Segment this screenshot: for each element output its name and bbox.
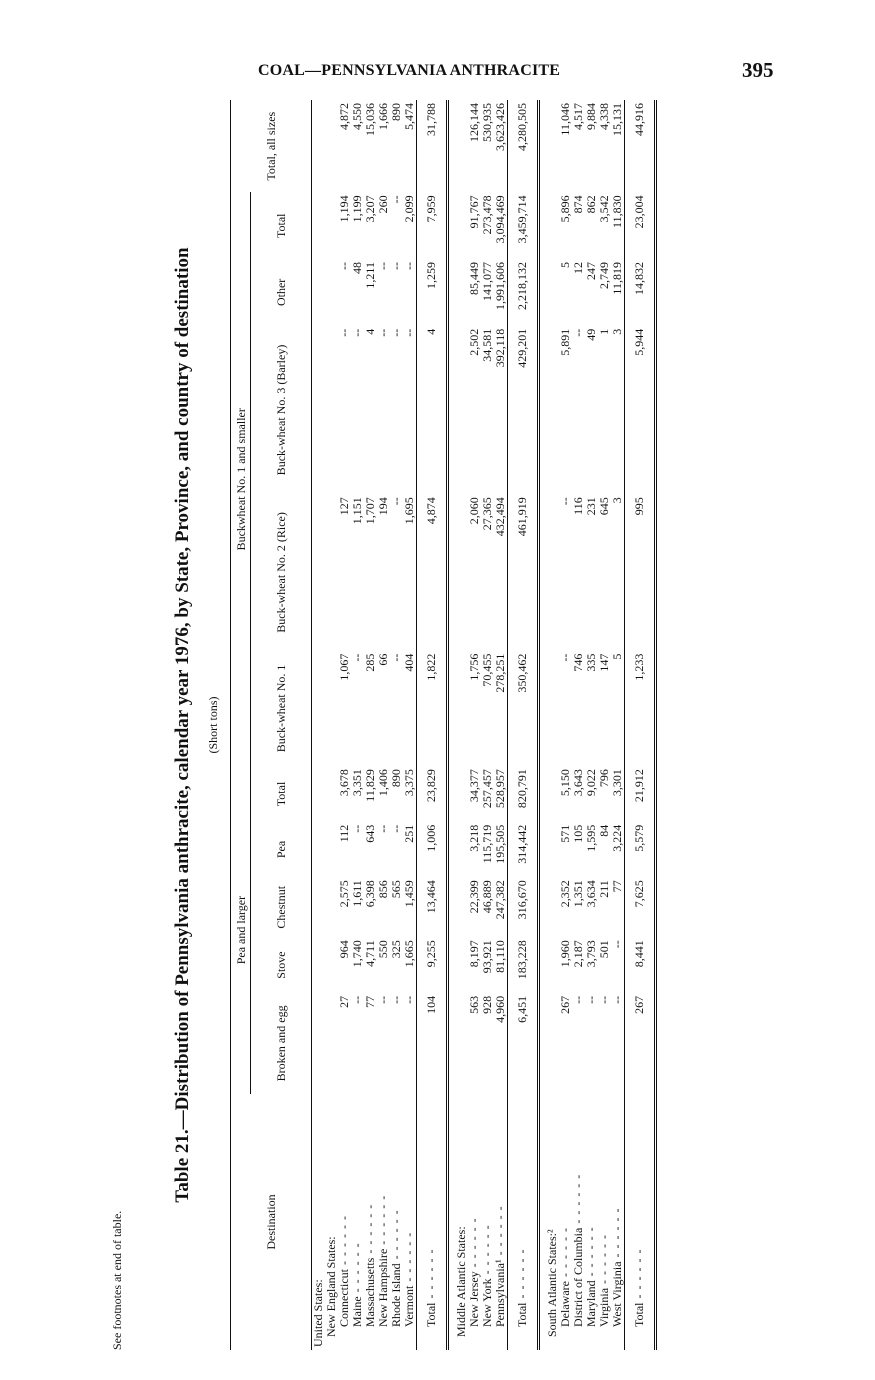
value-cell: 2,218,132 (508, 259, 539, 326)
table-row (364, 100, 377, 1350)
value-cell: 34,377 (467, 769, 481, 803)
value-cell: 194 (376, 497, 390, 516)
destination-cell: Massachusetts - - - - - - (363, 1203, 377, 1327)
destination-cell: Maryland - - - - - - (584, 1226, 598, 1327)
value-cell: 3 (610, 497, 624, 504)
section-label: Middle Atlantic States: (454, 1226, 468, 1337)
value-cell: 4,550 (350, 103, 364, 130)
value-cell: 5 (610, 653, 624, 660)
destination-cell: New Hampshire - - - - - - (376, 1194, 390, 1327)
value-cell: 5 (558, 262, 572, 269)
value-cell: 2,575 (337, 880, 351, 908)
value-cell: 1,611 (350, 880, 364, 907)
value-cell: 1,006 (417, 822, 448, 878)
value-cell: 1,960 (558, 940, 572, 968)
value-cell: 4,874 (417, 494, 448, 650)
value-cell: 501 (597, 940, 611, 959)
value-cell: -- (389, 824, 403, 833)
value-cell: 1,067 (337, 653, 351, 681)
value-cell: 890 (389, 769, 403, 788)
destination-cell: Pennsylvania¹ - - - - - - (493, 1205, 507, 1327)
value-cell: -- (376, 262, 390, 271)
value-cell: 13,464 (417, 877, 448, 937)
value-cell: 4 (363, 328, 377, 335)
value-cell: 3 (610, 328, 624, 335)
value-cell: 70,455 (480, 653, 494, 687)
value-cell: 995 (625, 494, 656, 650)
value-cell: 3,351 (350, 769, 364, 797)
table-row (572, 100, 585, 1350)
value-cell: 890 (389, 103, 403, 121)
total-row (508, 100, 539, 1350)
column-header: Total (251, 766, 312, 822)
value-cell: 563 (467, 995, 481, 1014)
value-cell: 49 (584, 328, 598, 341)
value-cell: 820,791 (508, 766, 539, 822)
value-cell: 126,144 (467, 103, 481, 142)
value-cell: 1,595 (584, 824, 598, 852)
value-cell: -- (558, 653, 572, 662)
value-cell: 14,832 (625, 259, 656, 326)
destination-cell: Total - - - - - - (508, 1094, 539, 1350)
value-cell: 1 (597, 328, 611, 335)
value-cell: -- (389, 262, 403, 271)
value-cell: 432,494 (493, 497, 507, 537)
column-header: Broken and egg (251, 993, 312, 1094)
table-row (338, 100, 351, 1350)
value-cell: 273,478 (480, 195, 494, 235)
value-cell: -- (389, 995, 403, 1004)
value-cell: 2,060 (467, 497, 481, 525)
value-cell: 5,474 (402, 103, 416, 130)
value-cell: 93,921 (480, 940, 494, 974)
value-cell: 44,916 (625, 100, 656, 192)
value-cell: 84 (597, 824, 611, 837)
value-cell: 7,959 (417, 192, 448, 259)
column-header: Buck-wheat No. 3 (Barley) (251, 326, 312, 495)
value-cell: 257,457 (480, 769, 494, 809)
destination-cell: Total - - - - - - (625, 1094, 656, 1350)
footnote: See footnotes at end of table. (110, 1210, 124, 1350)
value-cell: -- (402, 995, 416, 1004)
value-cell: 1,695 (402, 497, 416, 525)
value-cell: 141,077 (480, 262, 494, 302)
table-row (611, 100, 625, 1350)
value-cell: 278,251 (493, 653, 507, 693)
value-cell: 112 (337, 824, 351, 843)
value-cell: -- (389, 328, 403, 337)
value-cell: 11,819 (610, 262, 624, 295)
value-cell: 2,502 (467, 328, 481, 356)
value-cell: 862 (584, 195, 598, 214)
value-cell: 23,829 (417, 766, 448, 822)
spacer-row (448, 100, 456, 1350)
value-cell: 3,224 (610, 824, 624, 852)
destination-cell: Virginia - - - - - - (597, 1233, 611, 1327)
value-cell: 183,228 (508, 937, 539, 993)
value-cell: 928 (480, 995, 494, 1014)
value-cell: 1,211 (363, 262, 377, 289)
value-cell: 4 (417, 326, 448, 495)
value-cell: 81,110 (493, 940, 507, 973)
value-cell: 1,194 (337, 195, 351, 223)
table-row (494, 100, 508, 1350)
column-header: Chestnut (251, 877, 312, 937)
value-cell: 856 (376, 880, 390, 899)
table-body (312, 100, 656, 1350)
value-cell: 1,233 (625, 651, 656, 767)
value-cell: -- (376, 328, 390, 337)
value-cell: -- (337, 262, 351, 271)
value-cell: 1,666 (376, 103, 390, 130)
column-header: Total, all sizes (231, 100, 312, 192)
value-cell: -- (610, 995, 624, 1004)
value-cell: 550 (376, 940, 390, 959)
value-cell: 77 (610, 880, 624, 893)
destination-cell: New Jersey - - - - - - (467, 1217, 481, 1327)
destination-cell: Delaware - - - - - - (558, 1227, 572, 1327)
value-cell: 247 (584, 262, 598, 281)
group-header: Pea and larger (231, 766, 251, 1094)
destination-cell: Total - - - - - - (417, 1094, 448, 1350)
value-cell: -- (584, 995, 598, 1004)
value-cell: 571 (558, 824, 572, 843)
table-row (403, 100, 417, 1350)
value-cell: -- (597, 995, 611, 1004)
value-cell: 147 (597, 653, 611, 672)
value-cell: 9,022 (584, 769, 598, 797)
value-cell: 3,623,426 (493, 103, 507, 151)
value-cell: 1,707 (363, 497, 377, 525)
value-cell: 1,822 (417, 651, 448, 767)
value-cell: 104 (417, 993, 448, 1094)
value-cell: 34,581 (480, 328, 494, 362)
value-cell: 12 (571, 262, 585, 275)
value-cell: 3,218 (467, 824, 481, 852)
value-cell: 105 (571, 824, 585, 843)
value-cell: 4,872 (337, 103, 351, 130)
value-cell: 4,711 (363, 940, 377, 967)
value-cell: 325 (389, 940, 403, 959)
value-cell: 404 (402, 653, 416, 672)
value-cell: 285 (363, 653, 377, 672)
value-cell: 9,884 (584, 103, 598, 130)
value-cell: -- (571, 328, 585, 337)
destination-cell: Connecticut - - - - - - (337, 1215, 351, 1327)
value-cell: 796 (597, 769, 611, 788)
value-cell: 3,643 (571, 769, 585, 797)
value-cell: 5,579 (625, 822, 656, 878)
table-title: Table 21.—Distribution of Pennsylvania anthracite, calendar year 1976, by State, Province, and country of destination (172, 247, 193, 1203)
value-cell: 247,382 (493, 880, 507, 920)
column-header: Stove (251, 937, 312, 993)
value-cell: 27,365 (480, 497, 494, 531)
value-cell: 85,449 (467, 262, 481, 296)
value-cell: 350,462 (508, 651, 539, 767)
value-cell: 251 (402, 824, 416, 843)
value-cell: 11,829 (363, 769, 377, 802)
value-cell: -- (350, 824, 364, 833)
value-cell: 530,935 (480, 103, 494, 142)
value-cell: -- (558, 497, 572, 506)
table-row (377, 100, 390, 1350)
value-cell: 3,375 (402, 769, 416, 797)
value-cell: 3,207 (363, 195, 377, 223)
total-row (417, 100, 448, 1350)
section-label-row (325, 100, 338, 1350)
value-cell: -- (350, 328, 364, 337)
section-label: United States: (311, 1279, 325, 1347)
value-cell: 195,505 (493, 824, 507, 864)
destination-cell: West Virginia - - - - - - (610, 1207, 624, 1327)
value-cell: 2,099 (402, 195, 416, 223)
value-cell: 5,150 (558, 769, 572, 797)
total-row (625, 100, 656, 1350)
value-cell: 1,756 (467, 653, 481, 681)
destination-cell: District of Columbia - - - - - - (571, 1173, 585, 1327)
value-cell: 314,442 (508, 822, 539, 878)
value-cell: 15,036 (363, 103, 377, 136)
column-header: Buck-wheat No. 2 (Rice) (251, 494, 312, 650)
value-cell: 2,352 (558, 880, 572, 908)
value-cell: -- (402, 328, 416, 337)
running-title: COAL—PENNSYLVANIA ANTHRACITE (258, 62, 561, 79)
value-cell: 1,199 (350, 195, 364, 223)
column-header: Other (251, 259, 312, 326)
value-cell: -- (350, 995, 364, 1004)
value-cell: 22,399 (467, 880, 481, 914)
value-cell: 3,094,469 (493, 195, 507, 244)
table-subtitle: (Short tons) (206, 696, 220, 754)
section-label-row (546, 100, 559, 1350)
value-cell: 4,960 (493, 995, 507, 1023)
value-cell: 461,919 (508, 494, 539, 650)
value-cell: 260 (376, 195, 390, 214)
value-cell: 3,678 (337, 769, 351, 797)
destination-cell: New York - - - - - - (480, 1224, 494, 1327)
value-cell: 643 (363, 824, 377, 843)
value-cell: 15,131 (610, 103, 624, 136)
value-cell: 3,793 (584, 940, 598, 968)
value-cell: -- (376, 995, 390, 1004)
value-cell: 4,338 (597, 103, 611, 130)
value-cell: 267 (625, 993, 656, 1094)
value-cell: 874 (571, 195, 585, 214)
value-cell: -- (402, 262, 416, 271)
value-cell: 1,665 (402, 940, 416, 968)
value-cell: 746 (571, 653, 585, 672)
value-cell: 48 (350, 262, 364, 275)
value-cell: 1,259 (417, 259, 448, 326)
value-cell: 46,889 (480, 880, 494, 914)
value-cell: 5,944 (625, 326, 656, 495)
value-cell: 23,004 (625, 192, 656, 259)
value-cell: 9,255 (417, 937, 448, 993)
value-cell: -- (389, 195, 403, 204)
value-cell: -- (571, 995, 585, 1004)
spacer-row (539, 100, 547, 1350)
table-row (390, 100, 403, 1350)
value-cell: 5,891 (558, 328, 572, 356)
value-cell: 1,151 (350, 497, 364, 525)
value-cell: -- (389, 497, 403, 506)
section-label-row (312, 100, 326, 1350)
value-cell: 565 (389, 880, 403, 899)
value-cell: 91,767 (467, 195, 481, 229)
value-cell: 429,201 (508, 326, 539, 495)
value-cell: 2,187 (571, 940, 585, 968)
distribution-table (230, 100, 657, 1350)
value-cell: -- (610, 940, 624, 949)
value-cell: 528,957 (493, 769, 507, 809)
value-cell: 392,118 (493, 328, 507, 368)
value-cell: -- (389, 653, 403, 662)
value-cell: 335 (584, 653, 598, 672)
value-cell: 1,406 (376, 769, 390, 797)
value-cell: 7,625 (625, 877, 656, 937)
value-cell: 4,517 (571, 103, 585, 130)
value-cell: 127 (337, 497, 351, 516)
value-cell: 8,441 (625, 937, 656, 993)
destination-cell: Rhode Island - - - - - - (389, 1209, 403, 1327)
value-cell: 1,991,606 (493, 262, 507, 311)
value-cell: 316,670 (508, 877, 539, 937)
column-header: Buck-wheat No. 1 (251, 651, 312, 767)
value-cell: 115,719 (480, 824, 494, 864)
value-cell: -- (376, 824, 390, 833)
value-cell: 6,398 (363, 880, 377, 908)
value-cell: 6,451 (508, 993, 539, 1094)
value-cell: 1,351 (571, 880, 585, 908)
destination-cell: Vermont - - - - - - (402, 1231, 416, 1327)
value-cell: 8,197 (467, 940, 481, 968)
value-cell: 116 (571, 497, 585, 515)
column-header: Destination (231, 1094, 312, 1350)
group-header: Buckwheat No. 1 and smaller (231, 192, 251, 766)
value-cell: 11,830 (610, 195, 624, 228)
value-cell: 231 (584, 497, 598, 516)
value-cell: 2,749 (597, 262, 611, 290)
value-cell: -- (350, 653, 364, 662)
value-cell: 11,046 (558, 103, 572, 136)
value-cell: 31,788 (417, 100, 448, 192)
section-label: South Atlantic States:² (545, 1229, 559, 1337)
destination-cell: Maine - - - - - - (350, 1242, 364, 1327)
value-cell: 3,459,714 (508, 192, 539, 259)
table-row (559, 100, 572, 1350)
value-cell: 1,740 (350, 940, 364, 968)
value-cell: 3,634 (584, 880, 598, 908)
value-cell: 21,912 (625, 766, 656, 822)
value-cell: 3,301 (610, 769, 624, 797)
value-cell: 4,280,505 (508, 100, 539, 192)
rotated-table-region (110, 70, 770, 1350)
value-cell: 27 (337, 995, 351, 1008)
value-cell: -- (337, 328, 351, 337)
value-cell: 66 (376, 653, 390, 666)
value-cell: 3,542 (597, 195, 611, 223)
page-number: 395 (742, 58, 774, 82)
section-label: New England States: (324, 1236, 338, 1337)
value-cell: 964 (337, 940, 351, 959)
column-header: Pea (251, 822, 312, 878)
value-cell: 77 (363, 995, 377, 1008)
value-cell: 1,459 (402, 880, 416, 908)
value-cell: 267 (558, 995, 572, 1014)
value-cell: 211 (597, 880, 611, 898)
value-cell: 5,896 (558, 195, 572, 223)
value-cell: 645 (597, 497, 611, 516)
column-header: Total (251, 192, 312, 259)
